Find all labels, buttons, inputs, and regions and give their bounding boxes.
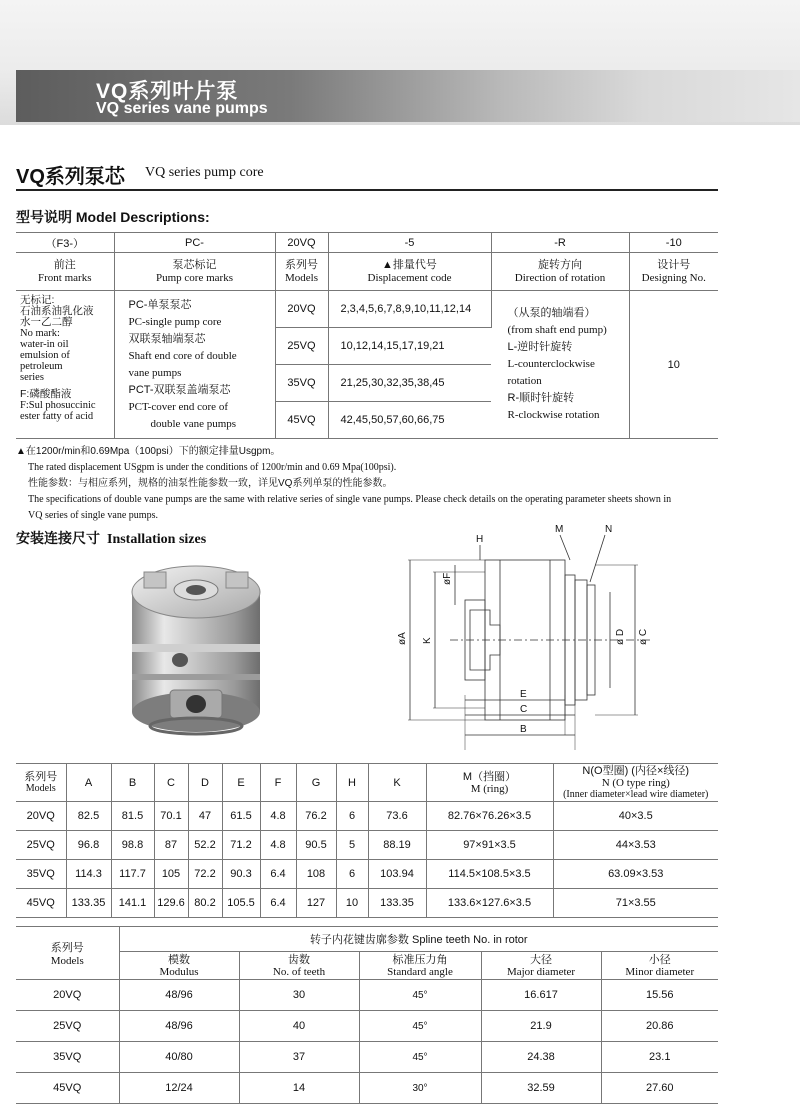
section-subtitle: VQ series pump core [145,165,264,180]
displacement-cell: 10,12,14,15,17,19,21 [328,328,491,365]
table-row [16,1073,718,1104]
pump-core-photo [110,552,285,742]
code-cell: 20VQ [275,233,328,253]
installation-heading: 安装连接尺寸 Installation sizes [16,530,207,547]
design-no-cell: 10 [629,291,718,439]
table-cell: 47 [188,802,222,831]
header-row [16,253,718,291]
table-cell: 35VQ [16,1042,119,1073]
drawing-label-d: ø D [615,628,626,645]
header-cell: 系列号 Models [275,253,328,291]
table-cell: 21.9 [481,1011,601,1042]
table-cell: 12/24 [119,1073,239,1104]
header-row [16,952,718,980]
header-cell: A [66,764,111,802]
models-header-cell: 系列号 Models [16,927,119,980]
front-marks-cell: 无标记: 石油系油乳化液 水一乙二醇 No mark: water-in oil emulsion of petroleum series F:磷酸酯液 F:Sul phosuccinic ester fatty of acid [16,291,114,439]
table-cell: 127 [296,889,336,918]
table-cell: 40/80 [119,1042,239,1073]
table-cell: 73.6 [368,802,426,831]
table-cell: 40×3.5 [553,802,718,831]
table-cell: 6.4 [260,889,296,918]
drawing-label-h: H [476,534,484,545]
table-cell: 40 [239,1011,359,1042]
drawing-label-c: ø C [638,628,649,645]
code-cell: -10 [629,233,718,253]
table-cell: 16.617 [481,980,601,1011]
table-cell: 32.59 [481,1073,601,1104]
code-cell: -5 [328,233,491,253]
header-cell: 小径 Minor diameter [601,952,718,980]
table-cell: 20VQ [16,980,119,1011]
table-cell: 87 [154,831,188,860]
table-cell: 76.2 [296,802,336,831]
table-cell: 15.56 [601,980,718,1011]
table-cell: 72.2 [188,860,222,889]
table-cell: 25VQ [16,831,66,860]
header-cell: H [336,764,368,802]
table-row [16,802,718,831]
table-cell: 24.38 [481,1042,601,1073]
banner-title-en: VQ series vane pumps [96,100,268,117]
drawing-label-a: øA [397,632,408,645]
drawing-label-f: øF [442,572,453,585]
header-cell: 模数 Modulus [119,952,239,980]
table-cell: 10 [336,889,368,918]
header-cell: D [188,764,222,802]
table-cell: 23.1 [601,1042,718,1073]
table-cell: 105.5 [222,889,260,918]
section-title: VQ系列泵芯 [16,166,125,188]
note-line: VQ series of single vane pumps. [28,510,158,521]
table-cell: 52.2 [188,831,222,860]
table-cell: 45VQ [16,1073,119,1104]
header-cell: 大径 Major diameter [481,952,601,980]
header-cell: M（挡圈） M (ring) [426,764,553,802]
model-cell: 25VQ [275,328,328,365]
header-cell: N(O型圈) (内径×线径) N (O type ring) (Inner diameter×lead wire diameter) [553,764,718,802]
installation-drawing [380,520,680,755]
note-line: ▲在1200r/min和0.69Mpa（100psi）下的额定排量Usgpm。 [16,446,281,457]
table-cell: 141.1 [111,889,154,918]
header-row [16,764,718,802]
model-cell: 45VQ [275,402,328,439]
table-cell: 82.5 [66,802,111,831]
code-row [16,233,718,253]
table-cell: 48/96 [119,1011,239,1042]
table-cell: 20VQ [16,802,66,831]
table-cell: 114.3 [66,860,111,889]
model-cell: 35VQ [275,365,328,402]
spline-title-row [16,927,718,952]
data-row [16,291,718,328]
table-cell: 20.86 [601,1011,718,1042]
table-cell: 71×3.55 [553,889,718,918]
table-row [16,1042,718,1073]
table-cell: 97×91×3.5 [426,831,553,860]
table-row [16,889,718,918]
header-cell: C [154,764,188,802]
drawing-label-k: K [422,637,433,644]
note-line: The specifications of double vane pumps are the same with relative series of single vane pumps. Please check details on the operating parameter sheets shown in [28,494,672,505]
table-cell: 5 [336,831,368,860]
dimensions-table [16,763,718,918]
table-cell: 61.5 [222,802,260,831]
table-cell: 14 [239,1073,359,1104]
header-cell: ▲排量代号 Displacement code [328,253,491,291]
table-cell: 30° [359,1073,481,1104]
rotation-cell: （从泵的轴端看） (from shaft end pump) L-逆时针旋转 L-counterclockwise rotation R-顺时针旋转 R-clockwise rotation [491,291,629,439]
table-cell: 90.5 [296,831,336,860]
table-cell: 96.8 [66,831,111,860]
header-cell: 系列号 Models [16,764,66,802]
table-cell: 45° [359,1042,481,1073]
table-cell: 27.60 [601,1073,718,1104]
drawing-label-b: B [520,724,527,735]
banner [0,0,800,125]
header-cell: 齿数 No. of teeth [239,952,359,980]
table-cell: 82.76×76.26×3.5 [426,802,553,831]
table-cell: 48/96 [119,980,239,1011]
spline-table [16,926,718,1104]
displacement-cell: 2,3,4,5,6,7,8,9,10,11,12,14 [328,291,491,328]
table-cell: 133.6×127.6×3.5 [426,889,553,918]
table-cell: 6.4 [260,860,296,889]
table-cell: 133.35 [368,889,426,918]
header-cell: 前注 Front marks [16,253,114,291]
section-divider [16,189,718,191]
table-row [16,860,718,889]
header-cell: 旋转方向 Direction of rotation [491,253,629,291]
table-cell: 129.6 [154,889,188,918]
table-cell: 103.94 [368,860,426,889]
drawing-label-n: N [605,524,613,535]
code-cell: -R [491,233,629,253]
header-cell: E [222,764,260,802]
header-cell: G [296,764,336,802]
table-cell: 117.7 [111,860,154,889]
spline-title-cell: 转子内花键齿廓参数 Spline teeth No. in rotor [119,927,718,952]
table-row [16,831,718,860]
model-descriptions-table [16,232,718,439]
table-cell: 6 [336,802,368,831]
drawing-label-c2: C [520,704,528,715]
code-cell: （F3-） [16,233,114,253]
header-cell: 设计号 Designing No. [629,253,718,291]
table-cell: 4.8 [260,831,296,860]
table-cell: 44×3.53 [553,831,718,860]
drawing-label-e: E [520,689,527,700]
table-cell: 90.3 [222,860,260,889]
table-cell: 133.35 [66,889,111,918]
table-cell: 88.19 [368,831,426,860]
header-cell: 标准压力角 Standard angle [359,952,481,980]
notes [16,444,716,524]
table-row [16,1011,718,1042]
header-cell: B [111,764,154,802]
header-cell: 泵芯标记 Pump core marks [114,253,275,291]
header-cell: F [260,764,296,802]
model-cell: 20VQ [275,291,328,328]
table-cell: 45° [359,1011,481,1042]
table-cell: 98.8 [111,831,154,860]
table-cell: 35VQ [16,860,66,889]
table-cell: 25VQ [16,1011,119,1042]
table-cell: 105 [154,860,188,889]
table-cell: 37 [239,1042,359,1073]
header-cell: K [368,764,426,802]
table-cell: 70.1 [154,802,188,831]
code-cell: PC- [114,233,275,253]
note-line: 性能参数：与相应系列，规格的油泵性能参数一致，详见VQ系列单泵的性能参数。 [28,478,393,489]
table-cell: 45° [359,980,481,1011]
banner-title-cn: VQ系列叶片泵 [96,80,239,103]
table-cell: 4.8 [260,802,296,831]
displacement-cell: 21,25,30,32,35,38,45 [328,365,491,402]
table-cell: 114.5×108.5×3.5 [426,860,553,889]
pump-core-marks-cell: PC-单泵泵芯 PC-single pump core 双联泵轴端泵芯 Shaft end core of double vane pumps PCT-双联泵盖端泵芯 PCT-cover end core of double vane pumps [114,291,275,439]
table-cell: 45VQ [16,889,66,918]
table-cell: 63.09×3.53 [553,860,718,889]
table-cell: 108 [296,860,336,889]
displacement-cell: 42,45,50,57,60,66,75 [328,402,491,439]
table-cell: 81.5 [111,802,154,831]
table-cell: 6 [336,860,368,889]
model-descriptions-heading: 型号说明 Model Descriptions: [16,209,210,225]
table-row [16,980,718,1011]
table-cell: 30 [239,980,359,1011]
table-cell: 80.2 [188,889,222,918]
drawing-label-m: M [555,524,564,535]
note-line: The rated displacement USgpm is under the conditions of 1200r/min and 0.69 Mpa(100psi). [28,462,397,473]
table-cell: 71.2 [222,831,260,860]
